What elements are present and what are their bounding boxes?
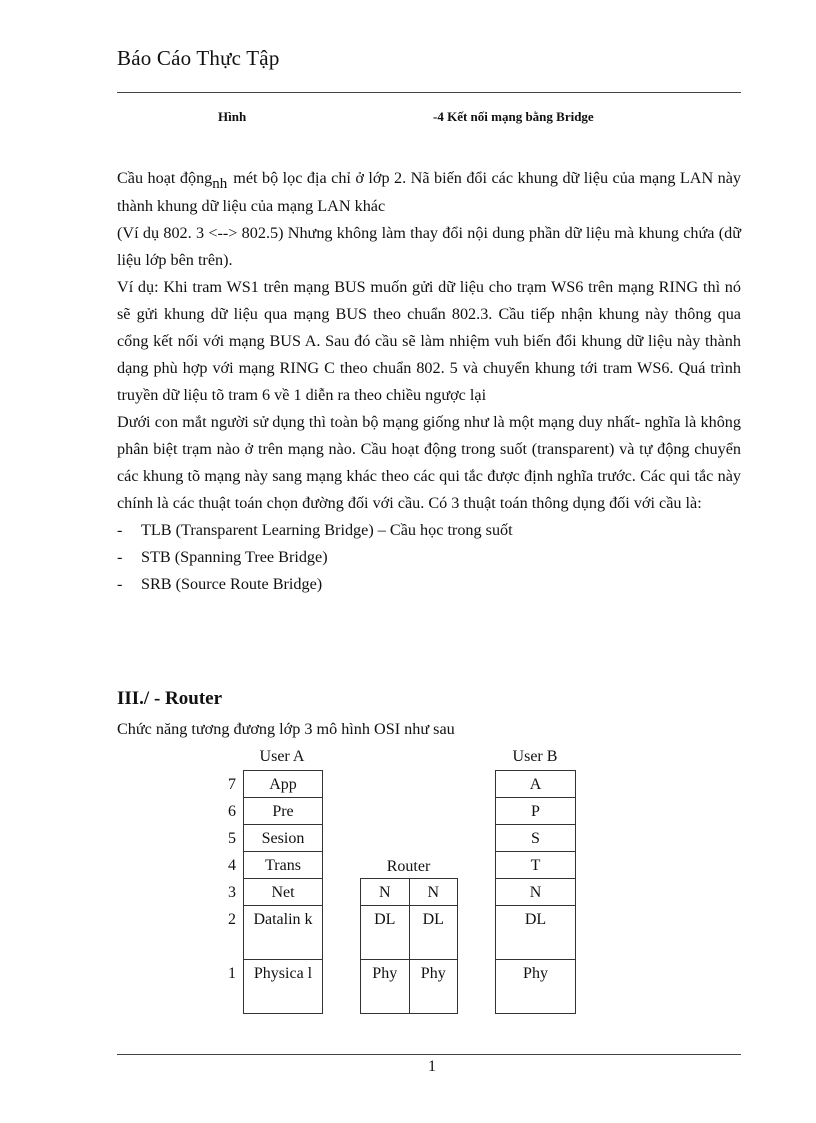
bullet-text: SRB (Source Route Bridge) (141, 575, 323, 593)
layer-physical: Phy (496, 960, 575, 1014)
router-left-physical: Phy (361, 960, 409, 1014)
page-number: 1 (428, 1058, 436, 1075)
paragraph1-start: Cầu hoạt động (117, 169, 213, 187)
layer-number: 4 (228, 857, 236, 874)
layer-number: 1 (228, 965, 236, 982)
layer-datalink: Datalin k (244, 906, 322, 960)
body-text (117, 165, 741, 598)
bullet-item (117, 517, 741, 544)
router-row-datalink (361, 906, 457, 960)
bullet-dash: - (117, 575, 123, 593)
layer-number: 3 (228, 884, 236, 901)
page-header-title: Báo Cáo Thực Tập (117, 46, 280, 70)
router-right-physical: Phy (409, 960, 458, 1014)
bullet-text: STB (Spanning Tree Bridge) (141, 548, 328, 566)
layer-presentation: Pre (244, 798, 322, 825)
bullet-dash: - (117, 548, 123, 566)
router-left-network: N (361, 879, 409, 906)
layer-number: 6 (228, 803, 236, 820)
layer-number: 2 (228, 911, 236, 928)
figure-caption-label: Hình (218, 109, 247, 124)
figure-caption-text: -4 Kết nối mạng bằng Bridge (433, 109, 594, 124)
layer-session: S (496, 825, 575, 852)
layer-application: A (496, 771, 575, 798)
layer-session: Sesion (244, 825, 322, 852)
router-right-datalink: DL (409, 906, 458, 960)
user-b-title: User B (512, 748, 558, 765)
layer-transport: Trans (244, 852, 322, 879)
user-a-stack (243, 770, 323, 1014)
paragraph1-end: mét bộ lọc địa chỉ ở lớp 2. Nã biến đổi các khung dữ liệu của mạng LAN này thành khung dữ liệu của mạng LAN khác (117, 169, 741, 215)
bullet-dash: - (117, 521, 123, 539)
user-a-title: User A (259, 748, 305, 765)
bullet-item (117, 571, 741, 598)
router-right-network: N (409, 879, 458, 906)
router-left-datalink: DL (361, 906, 409, 960)
section-intro: Chức năng tương đương lớp 3 mô hình OSI như sau (117, 720, 455, 738)
paragraph1-sub: nh (212, 176, 228, 192)
router-title: Router (386, 858, 431, 875)
user-b-stack (495, 770, 576, 1014)
layer-network: Net (244, 879, 322, 906)
router-row-network (361, 879, 457, 906)
bullet-item (117, 544, 741, 571)
section-heading-router: III./ - Router (117, 688, 223, 709)
paragraph-bridge-operation (117, 165, 741, 220)
paragraph-bridge-example: Ví dụ: Khi tram WS1 trên mạng BUS muốn gửi dữ liệu cho trạm WS6 trên mạng RING thì nó sẽ gửi khung dữ liệu qua mạng BUS theo chuẩn 802.3. Cầu tiếp nhận khung này thông qua cổng kết nối với mạng BUS A. Sau đó cầu sẽ làm nhiệm vuh biến đổi khung dữ liệu này thành dạng phù hợp với mạng RING C theo chuẩn 802. 5 và chuyển khung tới tram WS6. Quá trình truyền dữ liệu tõ tram 6 về 1 diễn ra theo chiều ngược lại (117, 278, 741, 404)
layer-network: N (496, 879, 575, 906)
router-stack (360, 878, 458, 1014)
layer-physical: Physica l (244, 960, 322, 1014)
layer-transport: T (496, 852, 575, 879)
router-row-physical (361, 960, 457, 1014)
header-rule (117, 92, 741, 93)
layer-presentation: P (496, 798, 575, 825)
layer-number: 5 (228, 830, 236, 847)
layer-number: 7 (228, 776, 236, 793)
bullet-text: TLB (Transparent Learning Bridge) – Cầu học trong suốt (141, 521, 513, 539)
layer-application: App (244, 771, 322, 798)
layer-datalink: DL (496, 906, 575, 960)
paragraph-bridge-example-standard: (Ví dụ 802. 3 <--> 802.5) Nhưng không làm thay đổi nội dung phần dữ liệu mà khung chứa (dữ liệu lớp bên trên). (117, 224, 741, 269)
paragraph-bridge-transparent: Dưới con mắt người sử dụng thì toàn bộ mạng giống như là một mạng duy nhất- nghĩa là không phân biệt trạm nào ở trên mạng nào. Cầu hoạt động trong suốt (transparent) và tự động chuyển các khung tõ mạng này sang mạng khác theo các qui tắc được định nghĩa trước. Các qui tắc này chính là các thuật toán chọn đường đối với cầu. Có 3 thuật toán thông dụng đối với cầu là: (117, 413, 741, 512)
footer-rule (117, 1054, 741, 1055)
